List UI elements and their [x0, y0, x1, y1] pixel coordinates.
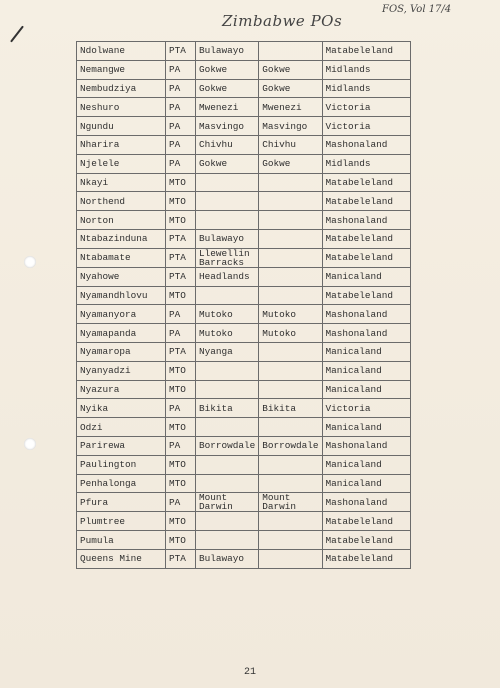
cell-council: Chivhu — [259, 135, 322, 154]
cell-district — [196, 531, 259, 550]
cell-type: PTA — [166, 229, 196, 248]
cell-district: Bulawayo — [196, 229, 259, 248]
cell-type: PTA — [166, 549, 196, 568]
cell-district: Masvingo — [196, 117, 259, 136]
table-row — [77, 135, 411, 154]
cell-type: MTO — [166, 531, 196, 550]
table-row — [77, 549, 411, 568]
cell-province: Manicaland — [322, 342, 410, 361]
table-row — [77, 286, 411, 305]
cell-district: Bulawayo — [196, 549, 259, 568]
cell-name: Nyika — [77, 399, 166, 418]
cell-name: Norton — [77, 211, 166, 230]
cell-district — [196, 455, 259, 474]
table-row — [77, 248, 411, 267]
cell-province: Manicaland — [322, 267, 410, 286]
cell-council: Masvingo — [259, 117, 322, 136]
table-row — [77, 117, 411, 136]
cell-type: PTA — [166, 342, 196, 361]
cell-district: Headlands — [196, 267, 259, 286]
cell-council: Mutoko — [259, 305, 322, 324]
punch-hole-top — [24, 256, 36, 268]
cell-province: Mashonaland — [322, 324, 410, 343]
cell-province: Manicaland — [322, 380, 410, 399]
cell-district: Llewellin Barracks — [196, 248, 259, 267]
cell-council — [259, 173, 322, 192]
cell-name: Ndolwane — [77, 42, 166, 61]
cell-district: Mutoko — [196, 324, 259, 343]
cell-council — [259, 211, 322, 230]
table-row — [77, 493, 411, 512]
cell-name: Nyazura — [77, 380, 166, 399]
cell-type: MTO — [166, 173, 196, 192]
cell-council: Mwenezi — [259, 98, 322, 117]
cell-type: MTO — [166, 512, 196, 531]
cell-type: PA — [166, 135, 196, 154]
cell-province: Matabeleland — [322, 512, 410, 531]
handwritten-title: Zimbabwe POs — [222, 12, 343, 30]
cell-province: Matabeleland — [322, 248, 410, 267]
cell-province: Manicaland — [322, 361, 410, 380]
cell-name: Odzi — [77, 418, 166, 437]
cell-province: Victoria — [322, 117, 410, 136]
cell-province: Midlands — [322, 154, 410, 173]
cell-name: Plumtree — [77, 512, 166, 531]
cell-district — [196, 286, 259, 305]
cell-council — [259, 418, 322, 437]
table-row — [77, 455, 411, 474]
cell-province: Matabeleland — [322, 549, 410, 568]
cell-council: Mount Darwin — [259, 493, 322, 512]
cell-council — [259, 455, 322, 474]
cell-type: PTA — [166, 248, 196, 267]
cell-council — [259, 474, 322, 493]
cell-type: PA — [166, 60, 196, 79]
cell-type: MTO — [166, 192, 196, 211]
cell-type: MTO — [166, 361, 196, 380]
cell-province: Matabeleland — [322, 42, 410, 61]
cell-district: Bulawayo — [196, 42, 259, 61]
cell-council — [259, 248, 322, 267]
table-row — [77, 380, 411, 399]
cell-district: Nyanga — [196, 342, 259, 361]
table-row — [77, 324, 411, 343]
cell-council — [259, 229, 322, 248]
cell-district: Bikita — [196, 399, 259, 418]
cell-type: MTO — [166, 418, 196, 437]
cell-name: Nyamapanda — [77, 324, 166, 343]
cell-type: PA — [166, 436, 196, 455]
table-row — [77, 42, 411, 61]
punch-hole-bottom — [24, 438, 36, 450]
post-office-table — [76, 41, 411, 569]
table-row — [77, 305, 411, 324]
cell-type: PTA — [166, 42, 196, 61]
cell-district: Chivhu — [196, 135, 259, 154]
cell-type: PA — [166, 399, 196, 418]
cell-name: Neshuro — [77, 98, 166, 117]
page-number: 21 — [243, 667, 256, 678]
cell-council: Borrowdale — [259, 436, 322, 455]
cell-council — [259, 380, 322, 399]
cell-council — [259, 342, 322, 361]
cell-province: Victoria — [322, 98, 410, 117]
cell-type: MTO — [166, 286, 196, 305]
table-row — [77, 342, 411, 361]
cell-name: Ngundu — [77, 117, 166, 136]
cell-district: Mutoko — [196, 305, 259, 324]
cell-council: Gokwe — [259, 79, 322, 98]
cell-council: Gokwe — [259, 60, 322, 79]
cell-district — [196, 512, 259, 531]
cell-name: Ntabazinduna — [77, 229, 166, 248]
cell-name: Pumula — [77, 531, 166, 550]
cell-district — [196, 380, 259, 399]
cell-district: Gokwe — [196, 79, 259, 98]
cell-council: Mutoko — [259, 324, 322, 343]
cell-council — [259, 512, 322, 531]
cell-council — [259, 192, 322, 211]
table-row — [77, 154, 411, 173]
table-row — [77, 192, 411, 211]
cell-province: Matabeleland — [322, 192, 410, 211]
cell-province: Manicaland — [322, 455, 410, 474]
cell-council — [259, 531, 322, 550]
cell-council: Bikita — [259, 399, 322, 418]
cell-name: Nyahowe — [77, 267, 166, 286]
cell-type: MTO — [166, 380, 196, 399]
cell-name: Parirewa — [77, 436, 166, 455]
cell-province: Matabeleland — [322, 531, 410, 550]
cell-name: Nyamandhlovu — [77, 286, 166, 305]
cell-district — [196, 474, 259, 493]
cell-council: Gokwe — [259, 154, 322, 173]
cell-province: Manicaland — [322, 474, 410, 493]
cell-type: MTO — [166, 474, 196, 493]
cell-type: MTO — [166, 455, 196, 474]
table-row — [77, 399, 411, 418]
table-row — [77, 267, 411, 286]
cell-province: Midlands — [322, 79, 410, 98]
cell-name: Nyamanyora — [77, 305, 166, 324]
cell-district — [196, 361, 259, 380]
cell-province: Midlands — [322, 60, 410, 79]
cell-name: Nyamaropa — [77, 342, 166, 361]
pen-mark — [10, 26, 24, 43]
cell-district: Gokwe — [196, 60, 259, 79]
cell-name: Paulington — [77, 455, 166, 474]
cell-province: Victoria — [322, 399, 410, 418]
cell-type: PA — [166, 324, 196, 343]
cell-name: Nharira — [77, 135, 166, 154]
table-row — [77, 173, 411, 192]
cell-district — [196, 211, 259, 230]
cell-name: Northend — [77, 192, 166, 211]
table-row — [77, 531, 411, 550]
cell-province: Matabeleland — [322, 229, 410, 248]
cell-name: Ntabamate — [77, 248, 166, 267]
cell-province: Mashonaland — [322, 135, 410, 154]
cell-council — [259, 267, 322, 286]
table-row — [77, 512, 411, 531]
cell-district: Borrowdale — [196, 436, 259, 455]
cell-council — [259, 549, 322, 568]
cell-district: Mwenezi — [196, 98, 259, 117]
cell-type: PA — [166, 79, 196, 98]
cell-type: MTO — [166, 211, 196, 230]
table-row — [77, 98, 411, 117]
cell-province: Mashonaland — [322, 211, 410, 230]
cell-name: Nembudziya — [77, 79, 166, 98]
cell-province: Mashonaland — [322, 493, 410, 512]
table-row — [77, 229, 411, 248]
cell-council — [259, 42, 322, 61]
cell-type: PA — [166, 117, 196, 136]
table-row — [77, 211, 411, 230]
cell-name: Nemangwe — [77, 60, 166, 79]
handwritten-reference: FOS, Vol 17/4 — [382, 4, 452, 15]
cell-district: Mount Darwin — [196, 493, 259, 512]
cell-type: PTA — [166, 267, 196, 286]
cell-name: Queens Mine — [77, 549, 166, 568]
cell-council — [259, 361, 322, 380]
cell-council — [259, 286, 322, 305]
cell-name: Nkayi — [77, 173, 166, 192]
cell-district — [196, 173, 259, 192]
table-row — [77, 474, 411, 493]
cell-province: Mashonaland — [322, 305, 410, 324]
cell-name: Nyanyadzi — [77, 361, 166, 380]
cell-province: Matabeleland — [322, 286, 410, 305]
cell-name: Penhalonga — [77, 474, 166, 493]
cell-name: Njelele — [77, 154, 166, 173]
cell-province: Matabeleland — [322, 173, 410, 192]
table-row — [77, 79, 411, 98]
cell-province: Manicaland — [322, 418, 410, 437]
table-row — [77, 436, 411, 455]
cell-type: PA — [166, 305, 196, 324]
cell-district: Gokwe — [196, 154, 259, 173]
cell-district — [196, 418, 259, 437]
cell-district — [196, 192, 259, 211]
table-row — [77, 60, 411, 79]
table-row — [77, 361, 411, 380]
table-row — [77, 418, 411, 437]
cell-type: PA — [166, 154, 196, 173]
cell-type: PA — [166, 98, 196, 117]
cell-type: PA — [166, 493, 196, 512]
cell-province: Mashonaland — [322, 436, 410, 455]
cell-name: Pfura — [77, 493, 166, 512]
